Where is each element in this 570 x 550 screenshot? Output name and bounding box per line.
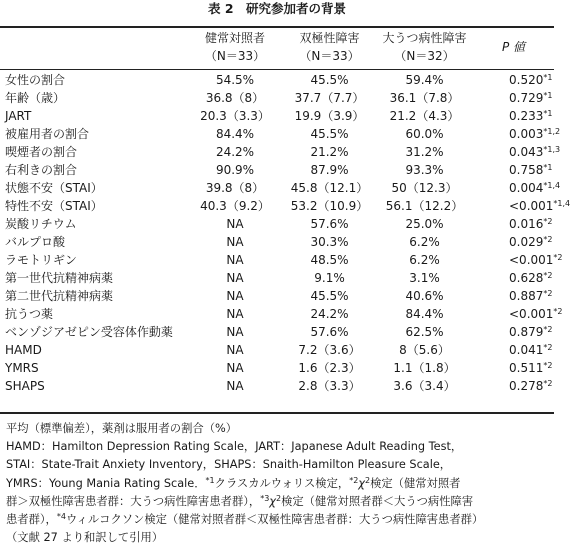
mdd-value: 1.1（1.8）: [393, 361, 456, 375]
mdd-value: 3.1%: [409, 271, 440, 285]
footnote-mark: *1,2: [543, 127, 561, 136]
table-row: [0, 359, 554, 377]
bipolar-value: 37.7（7.7）: [294, 91, 365, 105]
mdd-value: 56.1（12.2）: [385, 199, 464, 213]
row-label: 抗うつ薬: [5, 307, 54, 321]
note-footnotes-1: YMRS：Young Mania Rating Scale．$^{*1}$クラスカルウォリス検定，$^{*2}\chi^2$検定（健常対照者: [6, 475, 461, 490]
control-value: 20.3（3.3）: [200, 109, 270, 123]
row-label: HAMD: [5, 343, 42, 357]
table-row: [0, 107, 554, 125]
header-control: 健常対照者: [204, 31, 265, 45]
footnote-mark: *1,4: [553, 199, 570, 208]
header-blank: [0, 29, 187, 47]
table-row: [0, 269, 554, 287]
p-value: $<0.001^{*2}$: [509, 307, 563, 321]
control-value: NA: [226, 379, 244, 393]
bipolar-value: 19.9（3.9）: [294, 109, 365, 123]
note-legend: 平均（標準偏差），薬剤は服用者の割合（%）: [6, 422, 238, 435]
footnote-mark: *1: [543, 73, 553, 82]
p-value: 0.511$^{*2}$: [509, 361, 553, 375]
control-value: NA: [226, 217, 244, 231]
p-value: 0.016$^{*2}$: [509, 217, 553, 231]
p-value: 0.043$^{*1,3}$: [509, 145, 561, 159]
table-row: [0, 323, 554, 341]
row-label: 特性不安（STAI）: [5, 199, 103, 213]
bipolar-value: 21.2%: [310, 145, 349, 159]
control-value: NA: [226, 361, 244, 375]
table-row: [0, 251, 554, 269]
control-value: 84.4%: [215, 127, 255, 141]
bipolar-value: 53.2（10.9）: [290, 199, 369, 213]
note-footnotes-3: 患者群），$^{*4}$ウィルコクソン検定（健常対照者群＜双極性障害患者群：大うつ病性障害患者群）: [6, 512, 484, 527]
note-source: （文献 27 より和訳して引用）: [6, 531, 164, 545]
table-row: [0, 89, 554, 107]
row-label: 年齢（歳）: [5, 91, 66, 105]
table-title: 表 2 研究参加者の背景: [207, 1, 347, 16]
control-value: NA: [226, 343, 244, 357]
control-value: NA: [226, 235, 244, 249]
mdd-value: 31.2%: [405, 145, 444, 159]
bipolar-value: 1.6（2.3）: [298, 361, 361, 375]
p-value: 0.029$^{*2}$: [509, 235, 553, 249]
row-label: バルプロ酸: [5, 235, 66, 249]
mdd-value: 62.5%: [405, 325, 444, 339]
bottom-rule: [0, 412, 554, 414]
footnote-mark: *2: [543, 271, 553, 280]
mdd-value: 21.2（4.3）: [389, 109, 460, 123]
row-label: 喫煙者の割合: [5, 145, 78, 159]
header-mdd: 大うつ病性障害: [382, 31, 467, 45]
row-label: 炭酸リチウム: [5, 217, 77, 231]
control-value: NA: [226, 253, 244, 267]
table-row: [0, 233, 554, 251]
control-value: 40.3（9.2）: [200, 199, 270, 213]
header-control-n: （N＝33）: [204, 49, 266, 63]
p-value: 0.628$^{*2}$: [509, 271, 553, 285]
bipolar-value: 57.6%: [310, 217, 349, 231]
control-value: NA: [226, 307, 244, 321]
table-row: [0, 179, 554, 197]
footnote-mark: *2: [543, 289, 553, 298]
table-row: [0, 305, 554, 323]
row-label: YMRS: [5, 361, 39, 375]
control-value: NA: [226, 325, 244, 339]
note-abbrev-1: HAMD：Hamilton Depression Rating Scale，JART：Japanese Adult Reading Test，: [6, 440, 463, 454]
control-value: NA: [226, 271, 244, 285]
p-value: $<0.001^{*1,4}$: [509, 199, 570, 213]
footnote-mark: *1: [543, 109, 553, 118]
note-footnotes-2: 群＞双極性障害患者群：大うつ病性障害患者群），$^{*3}\chi^2$検定（健常対照者群＜大うつ病性障害: [6, 493, 474, 508]
row-label: 被雇用者の割合: [5, 127, 90, 141]
control-value: 39.8（8）: [205, 181, 265, 195]
footnote-mark: *1,3: [543, 145, 561, 154]
table-row: [0, 71, 554, 89]
footnote-mark: *2: [553, 307, 563, 316]
top-rule: [0, 26, 554, 28]
footnote-mark: *2: [543, 379, 553, 388]
row-label: 第一世代抗精神病薬: [5, 271, 114, 285]
footnote-mark: *2: [543, 325, 553, 334]
mdd-value: 3.6（3.4）: [393, 379, 456, 393]
mdd-value: 93.3%: [405, 163, 444, 177]
p-value: $<0.001^{*2}$: [509, 253, 563, 267]
bipolar-value: 48.5%: [310, 253, 349, 267]
row-label: 女性の割合: [5, 73, 66, 87]
bipolar-value: 45.8（12.1）: [290, 181, 369, 195]
mdd-value: 50（12.3）: [391, 181, 458, 195]
bipolar-value: 45.5%: [310, 73, 349, 87]
bipolar-value: 7.2（3.6）: [298, 343, 361, 357]
mdd-value: 6.2%: [409, 253, 440, 267]
bipolar-value: 87.9%: [310, 163, 349, 177]
row-label: 右利きの割合: [5, 163, 78, 177]
p-value: 0.003$^{*1,2}$: [509, 127, 561, 141]
footnote-mark: *2: [543, 343, 553, 352]
control-value: 54.5%: [215, 73, 255, 87]
header-bipolar: 双極性障害: [299, 31, 360, 45]
control-value: NA: [226, 289, 244, 303]
row-label: ラモトリギン: [5, 253, 77, 267]
table-row: [0, 215, 554, 233]
p-value: 0.278$^{*2}$: [509, 379, 553, 393]
bipolar-value: 30.3%: [310, 235, 349, 249]
footnote-mark: *2: [543, 361, 553, 370]
p-value: 0.004$^{*1,4}$: [509, 181, 561, 195]
mdd-value: 84.4%: [405, 307, 444, 321]
row-label: 第二世代抗精神病薬: [5, 289, 114, 303]
bipolar-value: 45.5%: [310, 127, 349, 141]
mdd-value: 59.4%: [405, 73, 444, 87]
table-row: [0, 125, 554, 143]
row-label: ベンゾジアゼピン受容体作動薬: [5, 325, 173, 339]
header-mdd-n: （N＝32）: [394, 49, 455, 63]
table-row: [0, 287, 554, 305]
table-notes: [6, 420, 552, 547]
p-value: 0.233$^{*1}$: [509, 109, 553, 123]
mdd-value: 25.0%: [405, 217, 444, 231]
footnote-mark: *2: [543, 217, 553, 226]
header-p-value: P 値: [501, 40, 526, 54]
mdd-value: 6.2%: [409, 235, 440, 249]
header-bipolar-n: （N＝33）: [299, 49, 360, 63]
bipolar-value: 2.8（3.3）: [298, 379, 361, 393]
bipolar-value: 24.2%: [310, 307, 349, 321]
control-value: 90.9%: [215, 163, 255, 177]
table-row: [0, 341, 554, 359]
table-row: [0, 197, 554, 215]
footnote-mark: *2: [543, 235, 553, 244]
bipolar-value: 57.6%: [310, 325, 349, 339]
control-value: 36.8（8）: [205, 91, 265, 105]
footnote-mark: *1,4: [543, 181, 561, 190]
row-label: SHAPS: [5, 379, 45, 393]
table-row: [0, 161, 554, 179]
mdd-value: 60.0%: [405, 127, 444, 141]
row-label: 状態不安（STAI）: [5, 181, 103, 195]
bipolar-value: 9.1%: [314, 271, 345, 285]
p-value: 0.758$^{*1}$: [509, 163, 553, 177]
participant-background-table: [0, 29, 570, 395]
table-row: [0, 143, 554, 161]
footnote-mark: *1: [543, 91, 553, 100]
mdd-value: 36.1（7.8）: [389, 91, 460, 105]
header-blank: [0, 47, 187, 65]
footnote-mark: *1: [543, 163, 553, 172]
p-value: 0.887$^{*2}$: [509, 289, 553, 303]
mdd-value: 8（5.6）: [399, 343, 450, 357]
mdd-value: 40.6%: [405, 289, 444, 303]
p-value: 0.879$^{*2}$: [509, 325, 553, 339]
note-abbrev-2: STAI：State-Trait Anxiety Inventory，SHAPS：Snaith-Hamilton Pleasure Scale，: [6, 458, 452, 472]
table-row: [0, 377, 554, 395]
row-label: JART: [5, 109, 32, 123]
bipolar-value: 45.5%: [310, 289, 349, 303]
footnote-mark: *2: [553, 253, 563, 262]
p-value: 0.729$^{*1}$: [509, 91, 553, 105]
p-value: 0.041$^{*2}$: [509, 343, 553, 357]
p-value: 0.520$^{*1}$: [509, 73, 553, 87]
control-value: 24.2%: [215, 145, 255, 159]
